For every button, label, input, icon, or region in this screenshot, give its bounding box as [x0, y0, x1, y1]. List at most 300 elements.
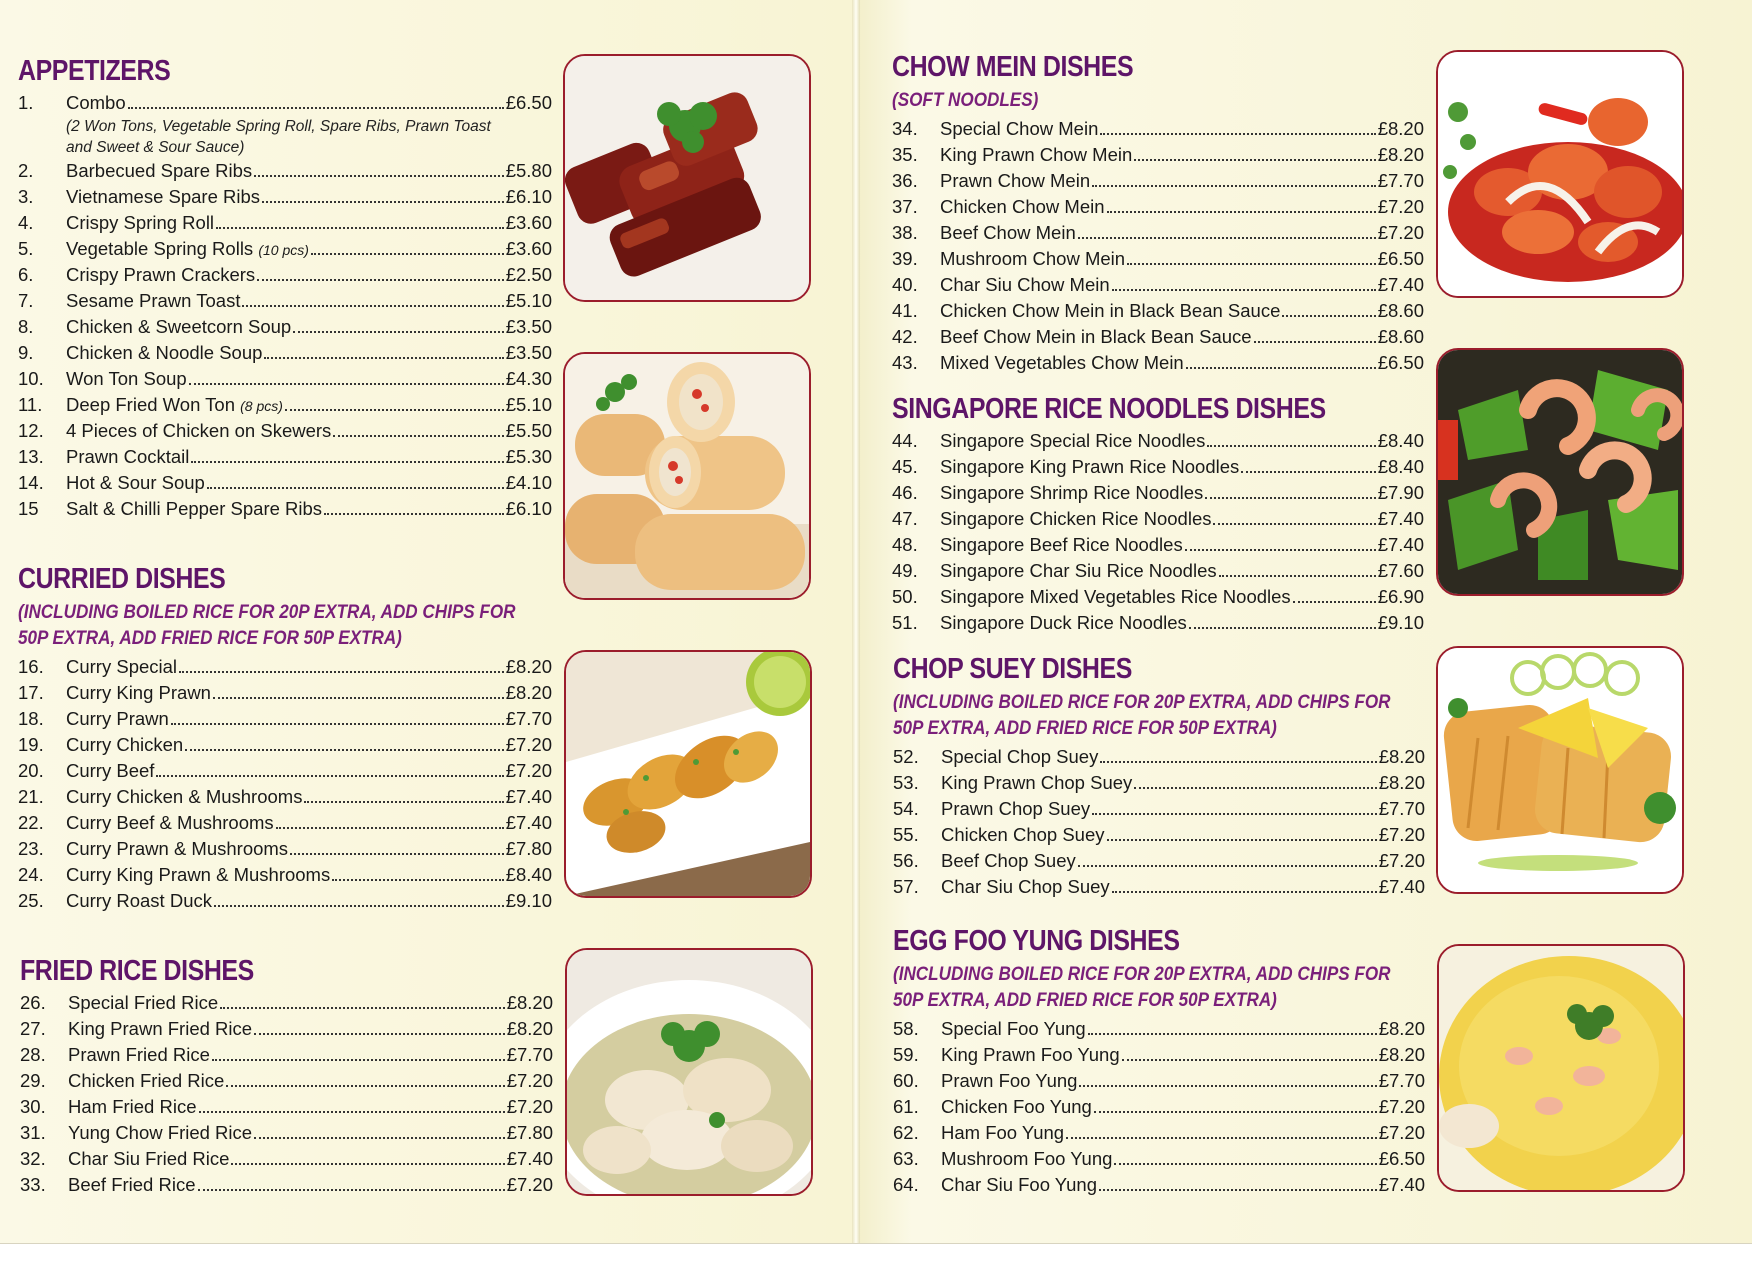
- item-name-text: King Prawn Foo Yung: [941, 1044, 1120, 1065]
- item-name-text: Singapore Beef Rice Noodles: [940, 534, 1183, 555]
- menu-item-vegetable-spring-rolls: [18, 238, 552, 264]
- menu-item-won-ton-soup: [18, 368, 552, 394]
- item-name: [940, 534, 1183, 556]
- item-price: £7.40: [505, 812, 552, 833]
- item-price: £7.90: [1377, 482, 1424, 503]
- item-name-text: Prawn Cocktail: [66, 446, 190, 467]
- item-price: £7.20: [506, 1096, 553, 1117]
- item-number: 32.: [20, 1148, 46, 1169]
- item-name-text: Curry King Prawn: [66, 682, 211, 703]
- dot-leader: [1122, 1059, 1377, 1061]
- item-name-text: Deep Fried Won Ton: [66, 394, 235, 415]
- item-name: [68, 1096, 197, 1118]
- menu-item-prawn-fried-rice: [20, 1044, 553, 1070]
- item-price: £7.20: [506, 1174, 553, 1195]
- item-name-text: Singapore Special Rice Noodles: [940, 430, 1206, 451]
- item-price: £7.20: [1378, 1096, 1425, 1117]
- prawn-pepper-photo: [1436, 348, 1684, 596]
- item-name: [66, 342, 262, 364]
- item-name-text: Hot & Sour Soup: [66, 472, 205, 493]
- item-price: £3.50: [505, 316, 552, 337]
- menu-item-singapore-beef-rice-noodles: [892, 534, 1424, 560]
- item-number: 51.: [892, 612, 918, 633]
- item-name-text: Prawn Chow Mein: [940, 170, 1091, 191]
- menu-item-vietnamese-spare-ribs: [18, 186, 552, 212]
- item-name: [941, 1096, 1092, 1118]
- menu-item-curry-beef-and-mushrooms: [18, 812, 552, 838]
- section-title: CURRIED DISHES: [18, 563, 226, 595]
- item-name-text: Sesame Prawn Toast: [66, 290, 241, 311]
- item-name: [940, 430, 1205, 452]
- item-price: £7.70: [505, 708, 552, 729]
- item-price: £8.20: [1378, 1018, 1425, 1039]
- dot-leader: [189, 383, 504, 385]
- dot-leader: [1107, 839, 1377, 841]
- item-price: £8.20: [1378, 1044, 1425, 1065]
- section-subtitle: (INCLUDING BOILED RICE FOR 20P EXTRA, ADD CHIPS FOR 50P EXTRA, ADD FRIED RICE FOR 50P EXTRA): [18, 602, 516, 649]
- item-name: [66, 238, 309, 260]
- item-name: [940, 118, 1098, 140]
- item-name-text: Curry Prawn: [66, 708, 169, 729]
- item-price: £7.40: [1377, 534, 1424, 555]
- item-number: 3.: [18, 186, 34, 207]
- item-price: £5.30: [505, 446, 552, 467]
- dot-leader: [1219, 575, 1376, 577]
- menu-item-prawn-foo-yung: [893, 1070, 1425, 1096]
- item-name-text: Curry Special: [66, 656, 178, 677]
- item-number: 22.: [18, 812, 44, 833]
- section-title: CHOW MEIN DISHES: [892, 51, 1134, 83]
- dot-leader: [242, 305, 503, 307]
- menu-item-crispy-spring-roll: [18, 212, 552, 238]
- menu-item-singapore-chicken-rice-noodles: [892, 508, 1424, 534]
- item-name: [68, 1044, 210, 1066]
- item-name-text: King Prawn Fried Rice: [68, 1018, 253, 1039]
- item-name: [66, 92, 126, 114]
- item-price: £6.10: [505, 498, 552, 519]
- item-price: £3.50: [505, 342, 552, 363]
- item-number: 62.: [893, 1122, 919, 1143]
- item-price: £7.70: [1377, 170, 1424, 191]
- item-number: 33.: [20, 1174, 46, 1195]
- section-subtitle: (INCLUDING BOILED RICE FOR 20P EXTRA, ADD CHIPS FOR 50P EXTRA, ADD FRIED RICE FOR 50P EXTRA): [893, 964, 1391, 1011]
- dot-leader: [207, 487, 504, 489]
- item-name-text: Yung Chow Fried Rice: [68, 1122, 253, 1143]
- item-price: £6.90: [1377, 586, 1424, 607]
- item-number: 13.: [18, 446, 44, 467]
- item-name-text: King Prawn Chop Suey: [941, 772, 1133, 793]
- item-name: [940, 222, 1076, 244]
- menu-item-king-prawn-fried-rice: [20, 1018, 553, 1044]
- item-name: [66, 838, 288, 860]
- item-name: [66, 316, 291, 338]
- item-number: 44.: [892, 430, 918, 451]
- item-price: £7.20: [1378, 1122, 1425, 1143]
- item-number: 17.: [18, 682, 44, 703]
- section-subtitle: (SOFT NOODLES): [892, 90, 1039, 111]
- item-name: [940, 170, 1090, 192]
- dot-leader: [1134, 787, 1376, 789]
- item-number: 11.: [18, 394, 43, 415]
- item-name: [66, 760, 154, 782]
- item-number: 45.: [892, 456, 918, 477]
- item-name: [68, 1070, 224, 1092]
- item-name-text: Special Foo Yung: [941, 1018, 1086, 1039]
- menu-item-chicken-chow-mein: [892, 196, 1424, 222]
- item-price: £3.60: [505, 238, 552, 259]
- item-price: £6.50: [1377, 352, 1424, 373]
- item-name: [941, 772, 1132, 794]
- egg-foo-yung-dishes-section: [893, 924, 1425, 1200]
- dot-leader: [1127, 263, 1376, 265]
- item-price: £8.60: [1377, 300, 1424, 321]
- item-number: 35.: [892, 144, 918, 165]
- item-name-text: Special Chop Suey: [941, 746, 1099, 767]
- item-name: [68, 1148, 229, 1170]
- item-name: [66, 290, 240, 312]
- item-name-text: Curry Prawn & Mushrooms: [66, 838, 289, 859]
- dot-leader: [304, 801, 503, 803]
- item-number: 48.: [892, 534, 918, 555]
- item-number: 49.: [892, 560, 918, 581]
- item-price: £7.70: [1378, 798, 1425, 819]
- item-name-text: Char Siu Fried Rice: [68, 1148, 230, 1169]
- dot-leader: [1254, 341, 1376, 343]
- chicken-skewers-photo: [564, 650, 812, 898]
- item-name: [66, 890, 212, 912]
- fried-rice-dishes-section: [20, 954, 553, 1200]
- menu-item-curry-special: [18, 656, 552, 682]
- egg-foo-yung-image: [1439, 946, 1683, 1190]
- menu-item-special-chow-mein: [892, 118, 1424, 144]
- dot-leader: [1079, 1085, 1376, 1087]
- dot-leader: [1186, 367, 1376, 369]
- item-number: 56.: [893, 850, 919, 871]
- menu-item-yung-chow-fried-rice: [20, 1122, 553, 1148]
- menu-item-combo: [18, 92, 552, 118]
- item-price: £6.50: [505, 92, 552, 113]
- item-number: 34.: [892, 118, 918, 139]
- item-number: 63.: [893, 1148, 919, 1169]
- item-name-text: Char Siu Foo Yung: [941, 1174, 1097, 1195]
- dot-leader: [198, 1189, 505, 1191]
- item-price: £8.20: [505, 682, 552, 703]
- item-name-text: Chicken & Noodle Soup: [66, 342, 263, 363]
- item-price: £6.50: [1378, 1148, 1425, 1169]
- item-name: [941, 850, 1076, 872]
- item-name: [941, 746, 1098, 768]
- item-name-text: Chicken Chow Mein: [940, 196, 1105, 217]
- item-name: [940, 586, 1291, 608]
- item-name-text: Chicken Foo Yung: [941, 1096, 1092, 1117]
- menu-item-curry-prawn: [18, 708, 552, 734]
- item-number: 59.: [893, 1044, 919, 1065]
- menu-item-singapore-char-siu-rice-noodles: [892, 560, 1424, 586]
- item-name-text: Ham Foo Yung: [941, 1122, 1065, 1143]
- dot-leader: [199, 1111, 505, 1113]
- item-price: £7.40: [1377, 274, 1424, 295]
- item-number: 7.: [18, 290, 34, 311]
- item-piece-count: (8 pcs): [240, 398, 283, 414]
- dot-leader: [1241, 471, 1375, 473]
- menu-item-special-chop-suey: [893, 746, 1425, 772]
- item-number: 14.: [18, 472, 44, 493]
- menu-item-ham-foo-yung: [893, 1122, 1425, 1148]
- item-number: 60.: [893, 1070, 919, 1091]
- item-name-text: Barbecued Spare Ribs: [66, 160, 253, 181]
- item-number: 24.: [18, 864, 44, 885]
- menu-item-curry-chicken-and-mushrooms: [18, 786, 552, 812]
- item-name: [66, 446, 189, 468]
- item-price: £7.40: [505, 786, 552, 807]
- item-name: [940, 456, 1239, 478]
- item-name-text: Mushroom Chow Mein: [940, 248, 1126, 269]
- item-number: 20.: [18, 760, 44, 781]
- item-number: 15: [18, 498, 39, 519]
- item-number: 29.: [20, 1070, 46, 1091]
- item-name: [66, 734, 183, 756]
- item-name: [940, 326, 1252, 348]
- item-name: [941, 1122, 1064, 1144]
- dot-leader: [311, 253, 504, 255]
- section-title: CHOP SUEY DISHES: [893, 653, 1132, 685]
- item-name: [940, 274, 1110, 296]
- item-price: £9.10: [1377, 612, 1424, 633]
- item-price: £7.60: [1377, 560, 1424, 581]
- item-price: £8.60: [1377, 326, 1424, 347]
- dot-leader: [1092, 185, 1376, 187]
- item-name: [66, 160, 252, 182]
- item-number: 39.: [892, 248, 918, 269]
- item-name-text: Chicken Chop Suey: [941, 824, 1105, 845]
- item-price: £8.20: [506, 992, 553, 1013]
- item-name-text: Special Chow Mein: [940, 118, 1099, 139]
- item-number: 26.: [20, 992, 46, 1013]
- item-price: £8.20: [506, 1018, 553, 1039]
- item-number: 50.: [892, 586, 918, 607]
- item-number: 57.: [893, 876, 919, 897]
- dot-leader: [213, 697, 504, 699]
- item-price: £6.10: [505, 186, 552, 207]
- item-number: 5.: [18, 238, 34, 259]
- item-number: 55.: [893, 824, 919, 845]
- item-name: [66, 420, 331, 442]
- dot-leader: [1100, 761, 1376, 763]
- item-number: 58.: [893, 1018, 919, 1039]
- item-number: 10.: [18, 368, 44, 389]
- item-name-text: Char Siu Chow Mein: [940, 274, 1110, 295]
- item-number: 43.: [892, 352, 918, 373]
- dot-leader: [1207, 445, 1375, 447]
- item-number: 64.: [893, 1174, 919, 1195]
- item-name: [66, 786, 302, 808]
- menu-item-singapore-shrimp-rice-noodles: [892, 482, 1424, 508]
- dot-leader: [254, 1033, 505, 1035]
- item-price: £7.70: [1378, 1070, 1425, 1091]
- item-number: 37.: [892, 196, 918, 217]
- item-name-text: Beef Fried Rice: [68, 1174, 196, 1195]
- item-price: £8.20: [1377, 118, 1424, 139]
- page-fold: [852, 0, 860, 1244]
- menu-item-prawn-chow-mein: [892, 170, 1424, 196]
- dot-leader: [1078, 865, 1377, 867]
- item-price: £6.50: [1377, 248, 1424, 269]
- item-name: [68, 1018, 252, 1040]
- item-name: [941, 1070, 1077, 1092]
- item-number: 61.: [893, 1096, 919, 1117]
- dot-leader: [264, 357, 503, 359]
- item-number: 42.: [892, 326, 918, 347]
- item-number: 12.: [18, 420, 44, 441]
- item-number: 18.: [18, 708, 44, 729]
- item-name-text: Singapore Shrimp Rice Noodles: [940, 482, 1204, 503]
- dot-leader: [1189, 627, 1376, 629]
- item-name: [66, 708, 169, 730]
- spring-rolls-image: [565, 354, 809, 598]
- item-price: £5.50: [505, 420, 552, 441]
- item-name-text: Vegetable Spring Rolls: [66, 238, 254, 259]
- item-price: £5.10: [505, 394, 552, 415]
- item-number: 2.: [18, 160, 34, 181]
- menu-item-char-siu-fried-rice: [20, 1148, 553, 1174]
- item-price: £4.30: [505, 368, 552, 389]
- dot-leader: [1205, 497, 1375, 499]
- dot-leader: [185, 749, 504, 751]
- dot-leader: [191, 461, 503, 463]
- dot-leader: [293, 331, 503, 333]
- fried-chicken-lemon-image: [1438, 648, 1682, 892]
- dot-leader: [1099, 1189, 1377, 1191]
- item-name: [940, 482, 1203, 504]
- item-name: [68, 1122, 252, 1144]
- item-number: 38.: [892, 222, 918, 243]
- won-ton-soup-photo: [565, 948, 813, 1196]
- item-price: £8.40: [505, 864, 552, 885]
- egg-foo-yung-photo: [1437, 944, 1685, 1192]
- item-name-text: Singapore Mixed Vegetables Rice Noodles: [940, 586, 1291, 607]
- dot-leader: [231, 1163, 504, 1165]
- item-number: 25.: [18, 890, 44, 911]
- item-name: [66, 472, 205, 494]
- chicken-skewers-image: [566, 652, 810, 896]
- item-number: 28.: [20, 1044, 46, 1065]
- dot-leader: [290, 853, 504, 855]
- item-name: [940, 144, 1132, 166]
- item-number: 21.: [18, 786, 44, 807]
- dot-leader: [257, 279, 504, 281]
- section-title: FRIED RICE DISHES: [20, 955, 254, 987]
- item-name: [941, 1174, 1097, 1196]
- menu-item-sesame-prawn-toast: [18, 290, 552, 316]
- item-price: £7.40: [1378, 1174, 1425, 1195]
- item-price: £7.80: [505, 838, 552, 859]
- menu-item-curry-roast-duck: [18, 890, 552, 916]
- item-name-text: Singapore Chicken Rice Noodles: [940, 508, 1212, 529]
- spare-ribs-photo: [563, 54, 811, 302]
- dot-leader: [1100, 133, 1375, 135]
- item-name-text: Prawn Fried Rice: [68, 1044, 210, 1065]
- dot-leader: [179, 671, 504, 673]
- item-price: £4.10: [505, 472, 552, 493]
- menu-item-char-siu-chow-mein: [892, 274, 1424, 300]
- item-price: £7.20: [506, 1070, 553, 1091]
- item-name-text: Curry Chicken: [66, 734, 184, 755]
- item-number: 52.: [893, 746, 919, 767]
- dot-leader: [1078, 237, 1376, 239]
- singapore-rice-noodles-section: [892, 392, 1424, 638]
- dot-leader: [324, 513, 504, 515]
- item-price: £9.10: [505, 890, 552, 911]
- section-title: SINGAPORE RICE NOODLES DISHES: [892, 393, 1326, 425]
- item-price: £8.40: [1377, 430, 1424, 451]
- item-number: 47.: [892, 508, 918, 529]
- item-name: [940, 196, 1105, 218]
- menu-item-hot-and-sour-soup: [18, 472, 552, 498]
- menu-item-singapore-duck-rice-noodles: [892, 612, 1424, 638]
- item-name-text: Beef Chop Suey: [941, 850, 1076, 871]
- item-number: 54.: [893, 798, 919, 819]
- item-price: £5.80: [505, 160, 552, 181]
- section-title: EGG FOO YUNG DISHES: [893, 925, 1180, 957]
- item-name-text: Chicken & Sweetcorn Soup: [66, 316, 292, 337]
- item-name-text: Vietnamese Spare Ribs: [66, 186, 261, 207]
- section-subtitle: (INCLUDING BOILED RICE FOR 20P EXTRA, ADD CHIPS FOR 50P EXTRA, ADD FRIED RICE FOR 50P EXTRA): [893, 692, 1391, 739]
- item-name-text: Curry King Prawn & Mushrooms: [66, 864, 331, 885]
- menu-item-mushroom-foo-yung: [893, 1148, 1425, 1174]
- dot-leader: [1112, 289, 1376, 291]
- menu-item-king-prawn-foo-yung: [893, 1044, 1425, 1070]
- item-number: 40.: [892, 274, 918, 295]
- menu-item-king-prawn-chow-mein: [892, 144, 1424, 170]
- item-name-text: Chicken Chow Mein in Black Bean Sauce: [940, 300, 1281, 321]
- dot-leader: [276, 827, 504, 829]
- item-name: [66, 498, 322, 520]
- menu-item-beef-chop-suey: [893, 850, 1425, 876]
- dot-leader: [1112, 891, 1377, 893]
- item-name-text: Singapore Char Siu Rice Noodles: [940, 560, 1217, 581]
- dot-leader: [156, 775, 503, 777]
- spring-rolls-photo: [563, 352, 811, 600]
- item-name: [940, 352, 1184, 374]
- menu-item-chicken-and-sweetcorn-soup: [18, 316, 552, 342]
- curried-dishes-section: [18, 562, 552, 916]
- item-number: 46.: [892, 482, 918, 503]
- item-name: [941, 824, 1105, 846]
- item-name-text: Singapore Duck Rice Noodles: [940, 612, 1187, 633]
- item-price: £2.50: [505, 264, 552, 285]
- menu-item-salt-and-chilli-pepper-spare-ribs: [18, 498, 552, 524]
- item-name-text: Singapore King Prawn Rice Noodles: [940, 456, 1240, 477]
- item-name-text: Prawn Foo Yung: [941, 1070, 1078, 1091]
- item-name: [941, 798, 1090, 820]
- item-price: £7.20: [505, 760, 552, 781]
- item-number: 19.: [18, 734, 44, 755]
- item-price: £5.10: [505, 290, 552, 311]
- item-name: [940, 508, 1211, 530]
- item-price: £8.40: [1377, 456, 1424, 477]
- item-name-text: Char Siu Chop Suey: [941, 876, 1110, 897]
- menu-item-singapore-special-rice-noodles: [892, 430, 1424, 456]
- item-name-text: Beef Chow Mein in Black Bean Sauce: [940, 326, 1252, 347]
- item-name: [66, 186, 260, 208]
- menu-item-curry-chicken: [18, 734, 552, 760]
- menu-item-4-pieces-of-chicken-on-skewers: [18, 420, 552, 446]
- dot-leader: [262, 201, 504, 203]
- item-piece-count: (10 pcs): [258, 242, 309, 258]
- item-name: [941, 1044, 1120, 1066]
- menu-item-singapore-king-prawn-rice-noodles: [892, 456, 1424, 482]
- item-number: 6.: [18, 264, 34, 285]
